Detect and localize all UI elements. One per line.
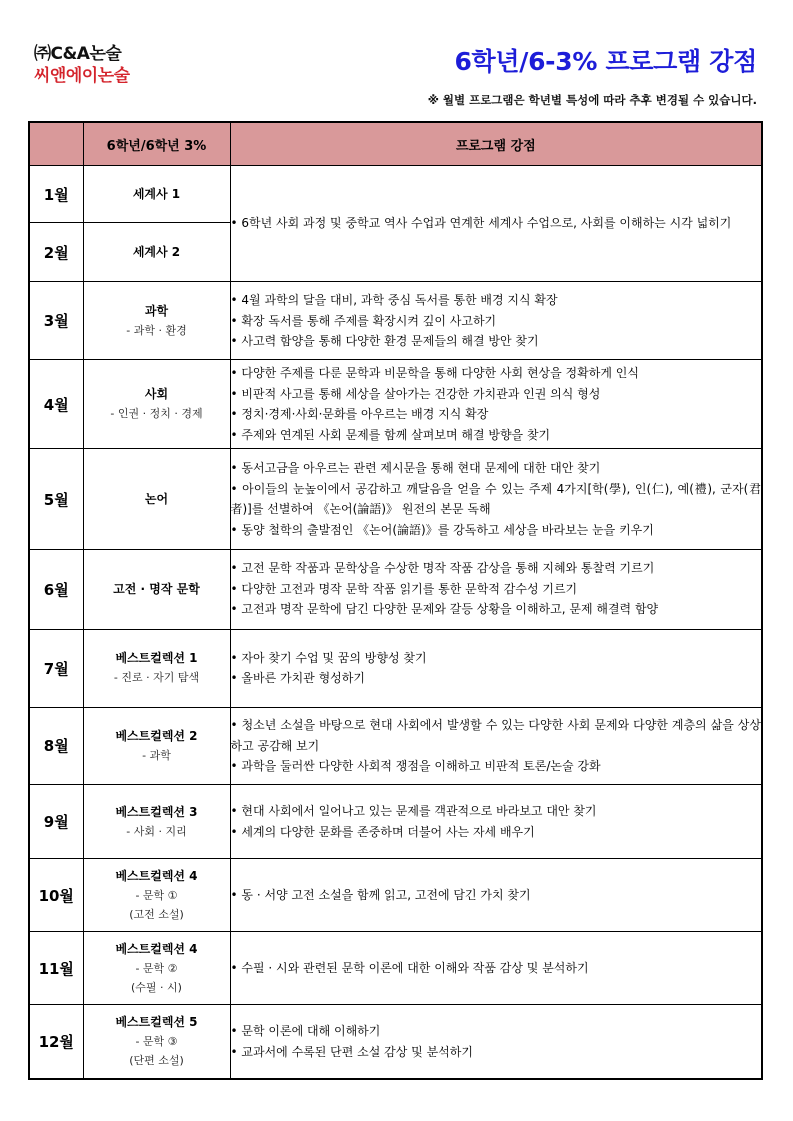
- strength-point: • 교과서에 수록된 단편 소설 감상 및 분석하기: [231, 1042, 762, 1063]
- strength-cell: [230, 282, 762, 360]
- strength-point: • 고전과 명작 문학에 담긴 다양한 문제와 갈등 상황을 이해하고, 문제 해결력 함양: [231, 599, 762, 620]
- table-row: [29, 449, 762, 549]
- subject-cell: [83, 166, 230, 223]
- strength-cell: [230, 707, 762, 784]
- subject-subtitle: - 과학: [142, 748, 171, 762]
- subject-cell: [83, 707, 230, 784]
- strength-point: • 주제와 연계된 사회 문제를 함께 살펴보며 해결 방향을 찾기: [231, 425, 762, 446]
- strength-point: • 아이들의 눈높이에서 공감하고 깨달음을 얻을 수 있는 주제 4가지[학(學), 인(仁), 예(禮), 군자(君者)]를 선별하여 《논어(論語)》 원전의 본문 독해: [231, 479, 762, 520]
- subject-subtitle: - 인권 · 정치 · 경제: [110, 407, 203, 421]
- logo-line-2: 씨앤에이논술: [34, 66, 130, 86]
- month-cell: 2월: [29, 223, 83, 282]
- subject-subtitle: - 문학 ②: [135, 961, 178, 975]
- subject-title: 베스트컬렉션 1: [115, 651, 198, 666]
- strength-cell: [230, 166, 762, 282]
- table-row: [29, 629, 762, 707]
- table-row: [29, 549, 762, 629]
- subject-cell: [83, 449, 230, 549]
- table-row: [29, 360, 762, 449]
- month-cell: 11월: [29, 932, 83, 1005]
- month-cell: 5월: [29, 449, 83, 549]
- strength-point: • 올바른 가치관 형성하기: [231, 668, 762, 689]
- subject-title: 과학: [144, 303, 169, 318]
- subject-cell: [83, 1005, 230, 1079]
- strength-point: • 세계의 다양한 문화를 존중하며 더불어 사는 자세 배우기: [231, 822, 762, 843]
- page-title: 6학년/6-3% 프로그램 강점: [454, 47, 757, 76]
- strength-cell: [230, 859, 762, 932]
- subject-subtitle: (단편 소설): [129, 1054, 184, 1068]
- subject-cell: [83, 282, 230, 360]
- strength-point: • 동 · 서양 고전 소설을 함께 읽고, 고전에 담긴 가치 찾기: [231, 885, 762, 906]
- month-cell: 1월: [29, 166, 83, 223]
- table-body: [29, 166, 762, 1080]
- strength-cell: [230, 449, 762, 549]
- strength-point: • 문학 이론에 대해 이해하기: [231, 1021, 762, 1042]
- strength-point: • 다양한 고전과 명작 문학 작품 읽기를 통한 문학적 감수성 기르기: [231, 579, 762, 600]
- month-cell: 3월: [29, 282, 83, 360]
- subject-title: 베스트컬렉션 5: [115, 1015, 198, 1030]
- subject-subtitle: - 과학 · 환경: [126, 323, 187, 337]
- strength-cell: [230, 360, 762, 449]
- subject-title: 베스트컬렉션 2: [115, 728, 198, 743]
- strength-cell: [230, 629, 762, 707]
- table-row: [29, 707, 762, 784]
- strength-point: • 자아 찾기 수업 및 꿈의 방향성 찾기: [231, 648, 762, 669]
- table-header-row: [29, 122, 762, 166]
- subject-subtitle: (수필 · 시): [131, 980, 182, 994]
- company-logo: [34, 44, 174, 86]
- month-cell: 7월: [29, 629, 83, 707]
- table-row: [29, 282, 762, 360]
- subject-cell: [83, 629, 230, 707]
- strength-point: • 동양 철학의 출발점인 《논어(論語)》를 강독하고 세상을 바라보는 눈을 키우기: [231, 520, 762, 541]
- program-table: [28, 121, 763, 1080]
- strength-point: • 6학년 사회 과정 및 중학교 역사 수업과 연계한 세계사 수업으로, 사회를 이해하는 시각 넓히기: [231, 213, 762, 234]
- subject-cell: [83, 223, 230, 282]
- month-cell: 9월: [29, 784, 83, 858]
- subject-subtitle: - 진로 · 자기 탐색: [113, 671, 200, 685]
- strength-point: • 과학을 둘러싼 다양한 사회적 쟁점을 이해하고 비판적 토론/논술 강화: [231, 756, 762, 777]
- strength-point: • 4월 과학의 달을 대비, 과학 중심 독서를 통한 배경 지식 확장: [231, 290, 762, 311]
- strength-point: • 정치·경제·사회·문화를 아우르는 배경 지식 확장: [231, 404, 762, 425]
- strength-point: • 동서고금을 아우르는 관련 제시문을 통해 현대 문제에 대한 대안 찾기: [231, 458, 762, 479]
- table-row: [29, 1005, 762, 1079]
- table-row: [29, 859, 762, 932]
- strength-point: • 고전 문학 작품과 문학상을 수상한 명작 작품 감상을 통해 지혜와 통찰력 기르기: [231, 558, 762, 579]
- subject-title: 세계사 1: [132, 186, 181, 201]
- subject-subtitle: (고전 소설): [129, 907, 184, 921]
- strength-cell: [230, 1005, 762, 1079]
- subject-cell: [83, 360, 230, 449]
- table-row: [29, 784, 762, 858]
- subject-subtitle: - 문학 ③: [135, 1035, 178, 1049]
- strength-point: • 확장 독서를 통해 주제를 확장시켜 깊이 사고하기: [231, 311, 762, 332]
- header-month: [29, 122, 83, 166]
- subject-title: 사회: [144, 387, 169, 402]
- strength-cell: [230, 932, 762, 1005]
- month-cell: 8월: [29, 707, 83, 784]
- strength-point: • 비판적 사고를 통해 세상을 살아가는 건강한 가치관과 인권 의식 형성: [231, 384, 762, 405]
- strength-point: • 사고력 함양을 통해 다양한 환경 문제들의 해결 방안 찾기: [231, 331, 762, 352]
- subject-title: 논어: [144, 491, 169, 506]
- subject-title: 고전 · 명작 문학: [113, 581, 200, 596]
- subject-cell: [83, 932, 230, 1005]
- strength-point: • 현대 사회에서 일어나고 있는 문제를 객관적으로 바라보고 대안 찾기: [231, 801, 762, 822]
- month-cell: 12월: [29, 1005, 83, 1079]
- table-row: [29, 932, 762, 1005]
- subject-subtitle: - 문학 ①: [135, 888, 178, 902]
- subject-title: 세계사 2: [132, 244, 181, 259]
- month-cell: 6월: [29, 549, 83, 629]
- subject-cell: [83, 549, 230, 629]
- table-row: [29, 166, 762, 223]
- strength-point: • 수필 · 시와 관련된 문학 이론에 대한 이해와 작품 감상 및 분석하기: [231, 958, 762, 979]
- strength-cell: [230, 549, 762, 629]
- subject-cell: [83, 859, 230, 932]
- subject-subtitle: - 사회 · 지리: [126, 824, 187, 838]
- header-subject: 6학년/6학년 3%: [83, 122, 230, 166]
- month-cell: 10월: [29, 859, 83, 932]
- subject-title: 베스트컬렉션 4: [115, 868, 198, 883]
- header-strength: 프로그램 강점: [230, 122, 762, 166]
- subject-title: 베스트컬렉션 4: [115, 941, 198, 956]
- strength-point: • 다양한 주제를 다룬 문학과 비문학을 통해 다양한 사회 현상을 정확하게 인식: [231, 363, 762, 384]
- subject-cell: [83, 784, 230, 858]
- subject-title: 베스트컬렉션 3: [115, 804, 198, 819]
- strength-cell: [230, 784, 762, 858]
- logo-line-1: ㈜C&A논술: [34, 44, 122, 64]
- month-cell: 4월: [29, 360, 83, 449]
- page-note: ※ 월별 프로그램은 학년별 특성에 따라 추후 변경될 수 있습니다.: [427, 93, 757, 107]
- strength-point: • 청소년 소설을 바탕으로 현대 사회에서 발생할 수 있는 다양한 사회 문제와 다양한 계층의 삶을 상상하고 공감해 보기: [231, 715, 762, 756]
